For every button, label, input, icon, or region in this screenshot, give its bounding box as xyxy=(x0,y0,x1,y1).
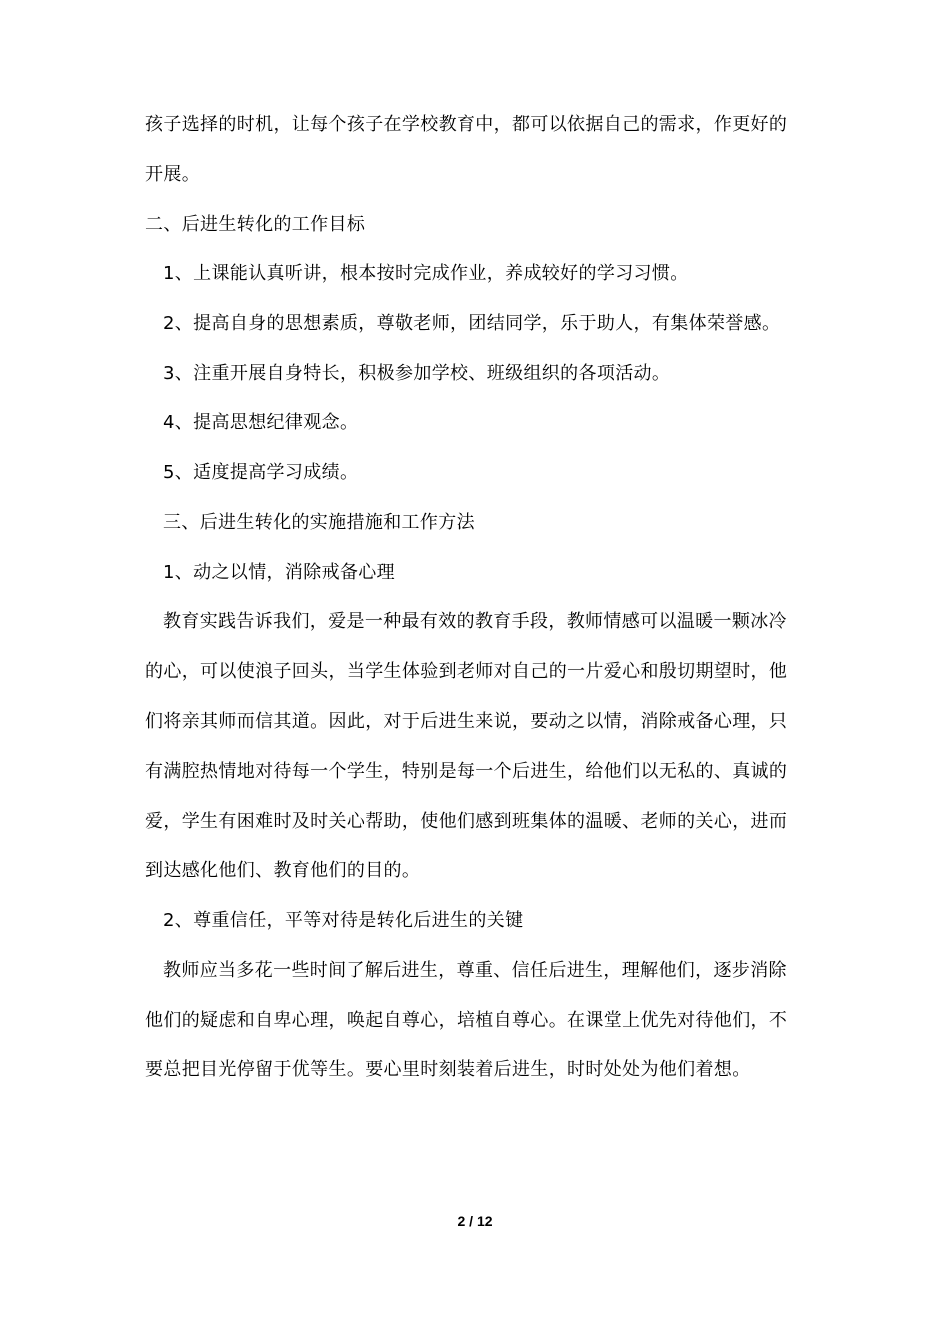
paragraph-line: 孩子选择的时机，让每个孩子在学校教育中，都可以依据自己的需求，作更好的 xyxy=(145,114,788,135)
paragraph-line: 教师应当多花一些时间了解后进生，尊重、信任后进生，理解他们，逐步消除 xyxy=(163,960,787,981)
paragraph-line: 到达感化他们、教育他们的目的。 xyxy=(145,860,421,881)
list-item: 3、注重开展自身特长，积极参加学校、班级组织的各项活动。 xyxy=(163,363,671,384)
list-item: 2、提高自身的思想素质，尊敬老师，团结同学，乐于助人，有集体荣誉感。 xyxy=(163,313,781,334)
page-number: 2 / 12 xyxy=(457,1213,493,1229)
paragraph-line: 爱，学生有困难时及时关心帮助，使他们感到班集体的温暖、老师的关心，进而 xyxy=(145,811,788,832)
section-heading: 三、后进生转化的实施措施和工作方法 xyxy=(163,512,475,533)
paragraph-line: 的心，可以使浪子回头，当学生体验到老师对自己的一片爱心和殷切期望时，他 xyxy=(145,661,788,682)
paragraph-line: 有满腔热情地对待每一个学生，特别是每一个后进生，给他们以无私的、真诚的 xyxy=(145,761,788,782)
paragraph-line: 教育实践告诉我们，爱是一种最有效的教育手段，教师情感可以温暖一颗冰冷 xyxy=(163,611,787,632)
list-item: 4、提高思想纪律观念。 xyxy=(163,412,359,433)
subsection-heading: 1、动之以情，消除戒备心理 xyxy=(163,562,396,583)
subsection-heading: 2、尊重信任，平等对待是转化后进生的关键 xyxy=(163,910,524,931)
paragraph-line: 开展。 xyxy=(145,164,201,185)
list-item: 1、上课能认真听讲，根本按时完成作业，养成较好的学习习惯。 xyxy=(163,263,689,284)
section-heading: 二、后进生转化的工作目标 xyxy=(145,214,366,235)
paragraph-line: 他们的疑虑和自卑心理，唤起自尊心，培植自尊心。在课堂上优先对待他们，不 xyxy=(145,1010,788,1031)
paragraph-line: 要总把目光停留于优等生。要心里时刻装着后进生，时时处处为他们着想。 xyxy=(145,1059,751,1080)
paragraph-line: 们将亲其师而信其道。因此，对于后进生来说，要动之以情，消除戒备心理，只 xyxy=(145,711,788,732)
list-item: 5、适度提高学习成绩。 xyxy=(163,462,359,483)
